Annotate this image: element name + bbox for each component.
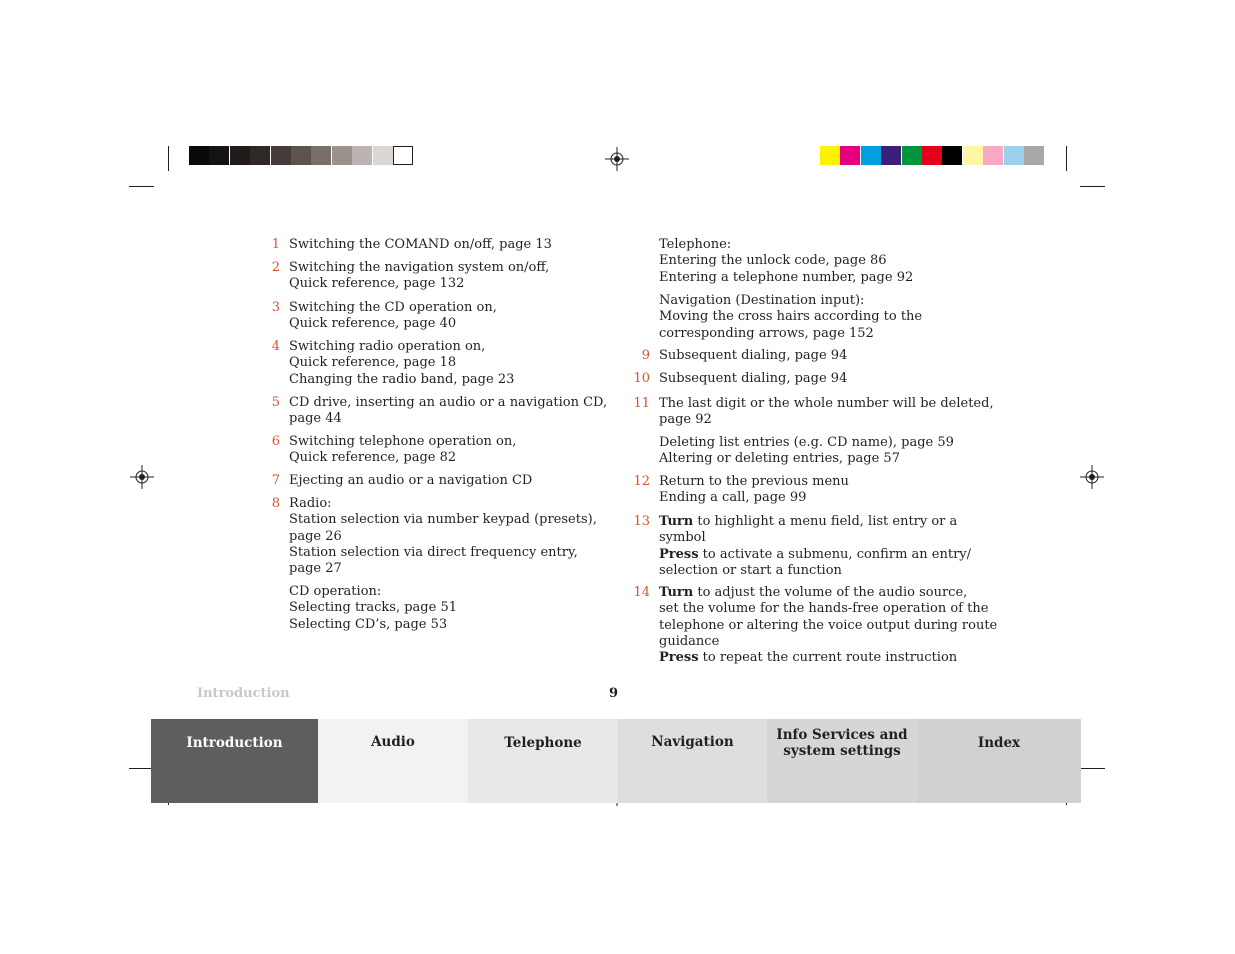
color-swatch [820,146,840,165]
action-word: Press [659,546,699,562]
crop-mark [168,146,169,171]
color-swatch [250,146,270,165]
item-text: Radio: Station selection via number keypad (presets), page 26 Station selection via direct frequency entry, page 27 [289,496,597,577]
registration-mark-icon [1080,465,1104,489]
action-word: Turn [659,514,694,529]
color-swatch [922,146,942,165]
crop-mark [1080,768,1105,769]
item-text: Switching the navigation system on/off, Quick reference, page 132 [289,260,550,292]
item-number: 7 [271,473,280,488]
item-text: CD drive, inserting an audio or a navigation CD, page 44 [289,395,608,427]
tab-audio[interactable] [318,719,468,803]
tab-label: Telephone [504,735,582,751]
tab-label: Audio [371,734,415,750]
item-text: Telephone: Entering the unlock code, page 86 Entering a telephone number, page 92 [659,237,914,285]
item-number: 5 [271,395,280,410]
color-swatch [332,146,352,165]
registration-mark-icon [130,465,154,489]
item-text: Switching the COMAND on/off, page 13 [289,237,552,252]
tab-navigation[interactable] [618,719,767,803]
item-number: 9 [641,348,650,363]
item-text: Switching telephone operation on, Quick reference, page 82 [289,434,517,466]
item-text: Subsequent dialing, page 94 [659,348,848,363]
tab-introduction[interactable] [151,719,318,803]
item-text: Navigation (Destination input): Moving the cross hairs according to the corresponding arrows, page 152 [659,293,923,341]
tab-label: Index [977,735,1021,751]
item-number: 2 [271,260,280,275]
crop-mark [129,186,154,187]
item-number: 3 [271,300,280,315]
color-swatch [1024,146,1044,165]
item-text: The last digit or the whole number will be deleted, page 92 [659,396,994,428]
item-number: 8 [271,496,280,511]
action-word: Turn [659,585,694,600]
item-number: 4 [271,339,280,354]
registration-mark-icon [605,147,629,171]
color-swatch [352,146,372,165]
item-number: 11 [633,396,650,411]
item-text: Turn to highlight a menu field, list entry or a symbol Press to activate a submenu, confirm an entry/ selection or start a function [659,514,972,578]
color-swatch [393,146,413,165]
color-swatch [942,146,962,165]
color-swatch [861,146,881,165]
tab-index[interactable] [917,719,1081,803]
page-number: 9 [609,686,619,701]
section-footer-label: Introduction [197,686,290,701]
tab-info-services[interactable] [767,719,917,803]
tab-label: Info Services and system settings [776,727,908,759]
item-text: Return to the previous menu Ending a call, page 99 [659,474,849,506]
item-text: Switching the CD operation on, Quick reference, page 40 [289,300,497,332]
item-number: 10 [633,371,650,386]
color-swatch [189,146,209,165]
item-text: CD operation: Selecting tracks, page 51 Selecting CD’s, page 53 [289,584,457,632]
item-number: 1 [271,237,280,252]
item-number: 6 [271,434,280,449]
color-swatch [230,146,250,165]
item-text: Ejecting an audio or a navigation CD [289,473,533,488]
item-text: Turn to adjust the volume of the audio source, set the volume for the hands-free operation of the telephone or altering the voice output during route guidance Press to repeat the current route instruction [659,585,998,666]
color-swatch [291,146,311,165]
item-text: Subsequent dialing, page 94 [659,371,848,386]
color-swatch [963,146,983,165]
item-number: 13 [633,514,650,529]
color-swatch [983,146,1003,165]
item-number: 14 [633,585,650,600]
color-swatch [373,146,393,165]
color-swatch [881,146,901,165]
tab-label: Introduction [186,735,283,751]
color-swatch [311,146,331,165]
color-swatch [902,146,922,165]
tab-telephone[interactable] [468,719,618,803]
crop-mark [1066,146,1067,171]
tab-label: Navigation [651,734,734,750]
action-word: Press [659,650,699,666]
color-swatch [209,146,229,165]
color-swatch [840,146,860,165]
item-number: 12 [633,474,650,489]
item-text: Deleting list entries (e.g. CD name), page 59 Altering or deleting entries, page 57 [659,435,954,467]
color-swatch [1004,146,1024,165]
color-swatch [271,146,291,165]
item-text: Switching radio operation on, Quick reference, page 18 Changing the radio band, page 23 [289,339,515,387]
crop-mark [1080,186,1105,187]
